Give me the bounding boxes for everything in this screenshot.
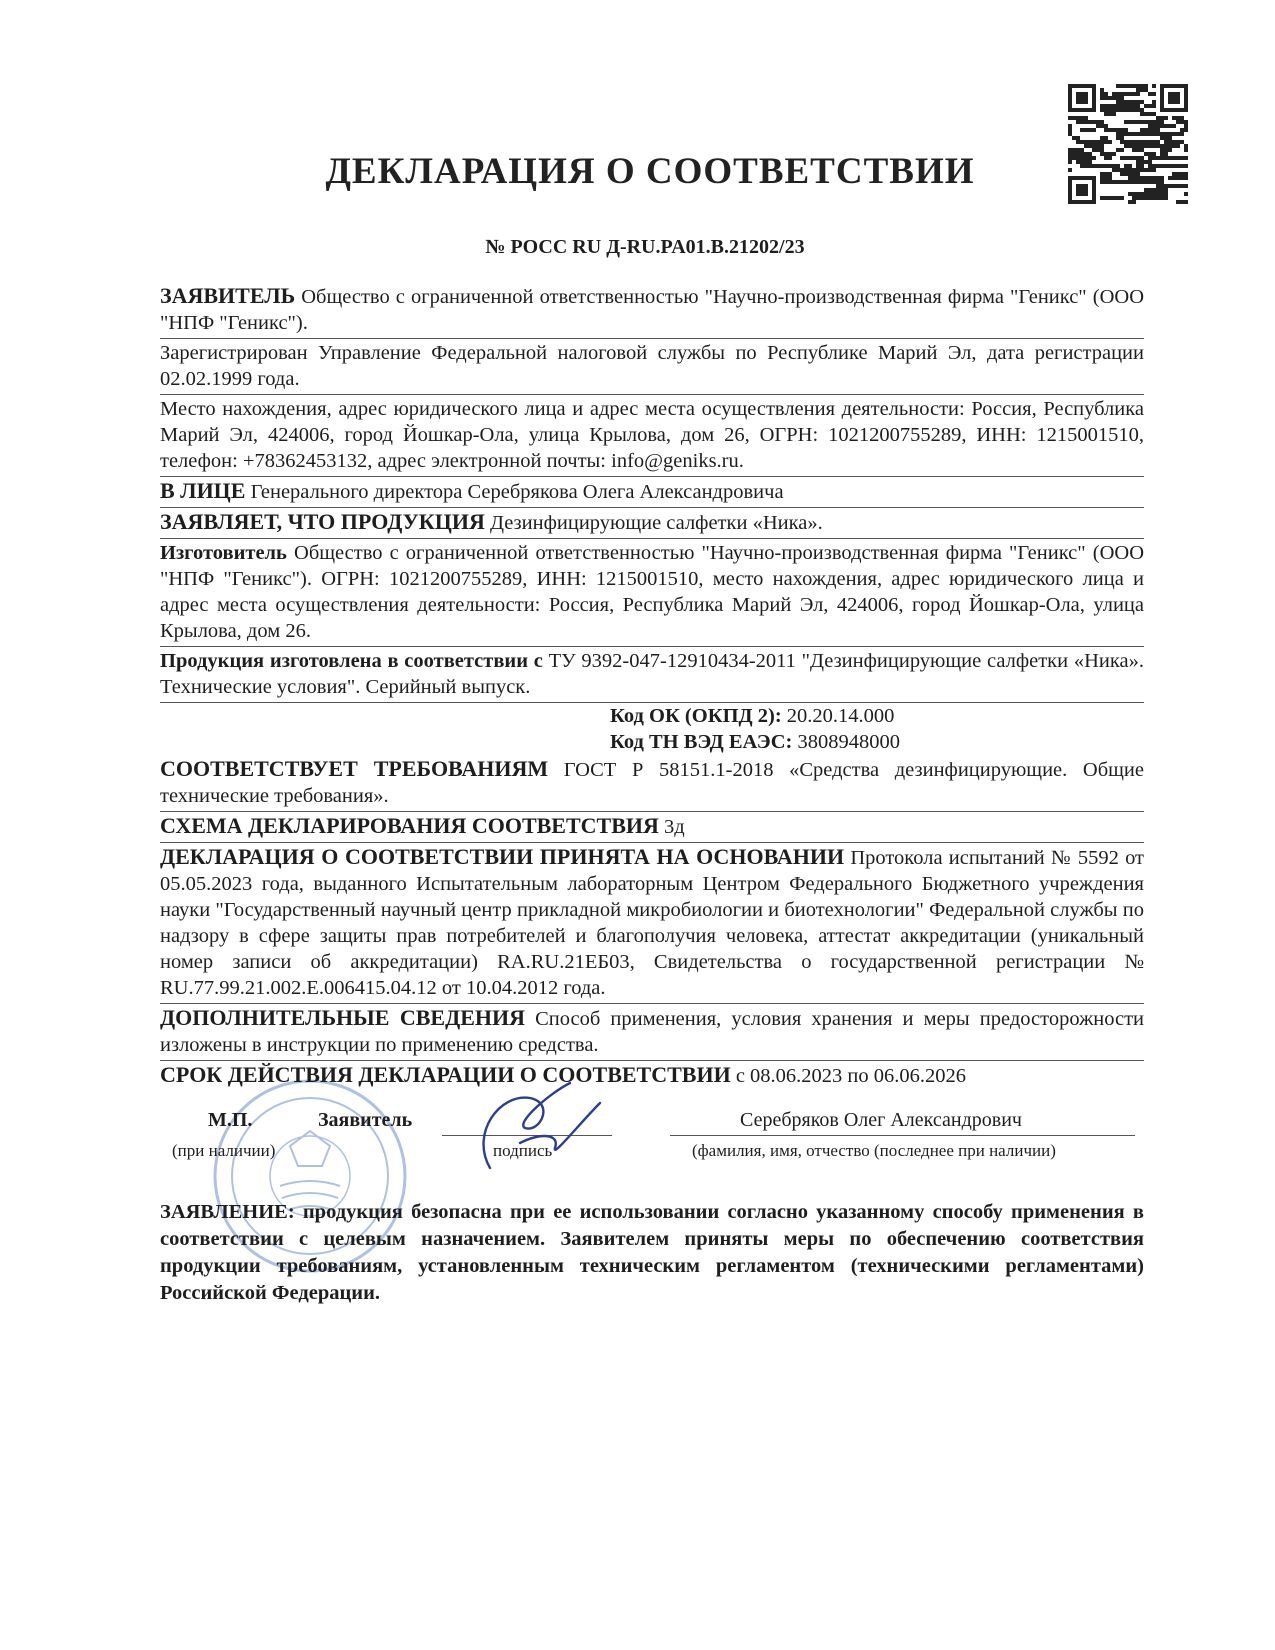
manufacturer-label: Изготовитель	[160, 542, 287, 564]
tnved-row	[610, 729, 1144, 755]
statement-text: ЗАЯВЛЕНИЕ: продукция безопасна при ее использовании согласно указанному способу применения в соответствии с целевым назначением. Заявителем приняты меры по обеспечению соответствия продукции требованиям, установленным техническим регламентом (техническими регламентами) Российской Федерации.	[160, 1201, 1144, 1304]
declares-text: Дезинфицирующие салфетки «Ника».	[484, 512, 823, 534]
additional-text: Способ применения, условия хранения и меры предосторожности изложены в инструкции по применению средства.	[160, 1008, 1144, 1056]
signature-note: подпись	[493, 1141, 553, 1160]
validity-section	[160, 1061, 1144, 1091]
complies-section	[160, 755, 1144, 812]
applicant-sign-label: Заявитель	[318, 1109, 413, 1131]
applicant-label: ЗАЯВИТЕЛЬ	[160, 283, 296, 308]
mp-note: (при наличии)	[172, 1141, 276, 1160]
name-note: (фамилия, имя, отчество (последнее при наличии)	[692, 1141, 1056, 1160]
produced-per-text: ТУ 9392-047-12910434-2011 "Дезинфицирующие салфетки «Ника». Технические условия". Серийный выпуск.	[160, 650, 1144, 698]
manufacturer-section	[160, 539, 1144, 647]
name-line	[670, 1135, 1135, 1136]
okpd-row	[610, 703, 1144, 729]
signatory-name: Серебряков Олег Александрович	[740, 1109, 1022, 1131]
applicant-section	[160, 282, 1144, 339]
scheme-text: 3д	[658, 816, 685, 838]
declaration-number: № РОСС RU Д-RU.PA01.B.21202/23	[485, 236, 805, 258]
document-title: ДЕКЛАРАЦИЯ О СООТВЕТСТВИИ	[325, 151, 975, 192]
represented-by-section	[160, 477, 1144, 508]
tnved-value: 3808948000	[792, 731, 900, 753]
declares-section	[160, 508, 1144, 539]
location-section: Место нахождения, адрес юридического лица и адрес места осуществления деятельности: Россия, Республика Марий Эл, 424006, город Йошкар-Ола, улица Крылова, дом 26, ОГРН: 1021200755289, ИНН: 1215001510, телефон: +78362453132, адрес электронной почты: info@geniks.ru.	[160, 395, 1144, 477]
additional-label: ДОПОЛНИТЕЛЬНЫЕ СВЕДЕНИЯ	[160, 1005, 526, 1030]
manufacturer-text: Общество с ограниченной ответственностью "Научно-производственная фирма "Геникс" (ООО "НПФ "Геникс"). ОГРН: 1021200755289, ИНН: 1215001510, место нахождения, адрес юридического лица и адрес места осуществления деятельности: Россия, Республика Марий Эл, 424006, город Йошкар-Ола, улица Крылова, дом 26.	[160, 542, 1144, 642]
basis-section	[160, 843, 1144, 1004]
complies-label: СООТВЕТСТВУЕТ ТРЕБОВАНИЯМ	[160, 756, 549, 781]
declaration-body	[160, 282, 1144, 1307]
applicant-text: Общество с ограниченной ответственностью "Научно-производственная фирма "Геникс" (ООО "НПФ "Геникс").	[160, 286, 1144, 334]
registration-section: Зарегистрирован Управление Федеральной налоговой службы по Республике Марий Эл, дата регистрации 02.02.1999 года.	[160, 339, 1144, 395]
declares-label: ЗАЯВЛЯЕТ, ЧТО ПРОДУКЦИЯ	[160, 509, 485, 534]
produced-per-section	[160, 647, 1144, 703]
represented-by-label: В ЛИЦЕ	[160, 478, 246, 503]
validity-text: с 08.06.2023 по 06.06.2026	[730, 1065, 967, 1087]
additional-section	[160, 1004, 1144, 1061]
tnved-label: Код ТН ВЭД ЕАЭС:	[610, 731, 793, 753]
okpd-value: 20.20.14.000	[781, 705, 895, 727]
complies-text: ГОСТ Р 58151.1-2018 «Средства дезинфицирующие. Общие технические требования».	[160, 759, 1144, 807]
produced-per-label: Продукция изготовлена в соответствии с	[160, 650, 543, 672]
signature-row	[160, 1097, 1144, 1189]
mp-label: М.П.	[208, 1109, 253, 1131]
codes-block	[160, 703, 1144, 755]
handwritten-signature-icon	[460, 1073, 610, 1183]
represented-by-text: Генерального директора Серебрякова Олега Александровича	[245, 481, 784, 503]
basis-label: ДЕКЛАРАЦИЯ О СООТВЕТСТВИИ ПРИНЯТА НА ОСНОВАНИИ	[160, 844, 845, 869]
scheme-label: СХЕМА ДЕКЛАРИРОВАНИЯ СООТВЕТСТВИЯ	[160, 813, 659, 838]
validity-label: СРОК ДЕЙСТВИЯ ДЕКЛАРАЦИИ О СООТВЕТСТВИИ	[160, 1062, 731, 1087]
basis-text: Протокола испытаний № 5592 от 05.05.2023 года, выданного Испытательным лабораторным Центром Федерального Бюджетного учреждения науки "Государственный научный центр прикладной микробиологии и биотехнологии" Федеральной службы по надзору в сфере защиты прав потребителей и благополучия человека, аттестат аккредитации (уникальный номер записи об аккредитации) RA.RU.21ЕБ03, Свидетельства о государственной регистрации № RU.77.99.21.002.E.006415.04.12 от 10.04.2012 года.	[160, 847, 1145, 999]
okpd-label: Код ОК (ОКПД 2):	[610, 705, 782, 727]
scheme-section	[160, 812, 1144, 843]
